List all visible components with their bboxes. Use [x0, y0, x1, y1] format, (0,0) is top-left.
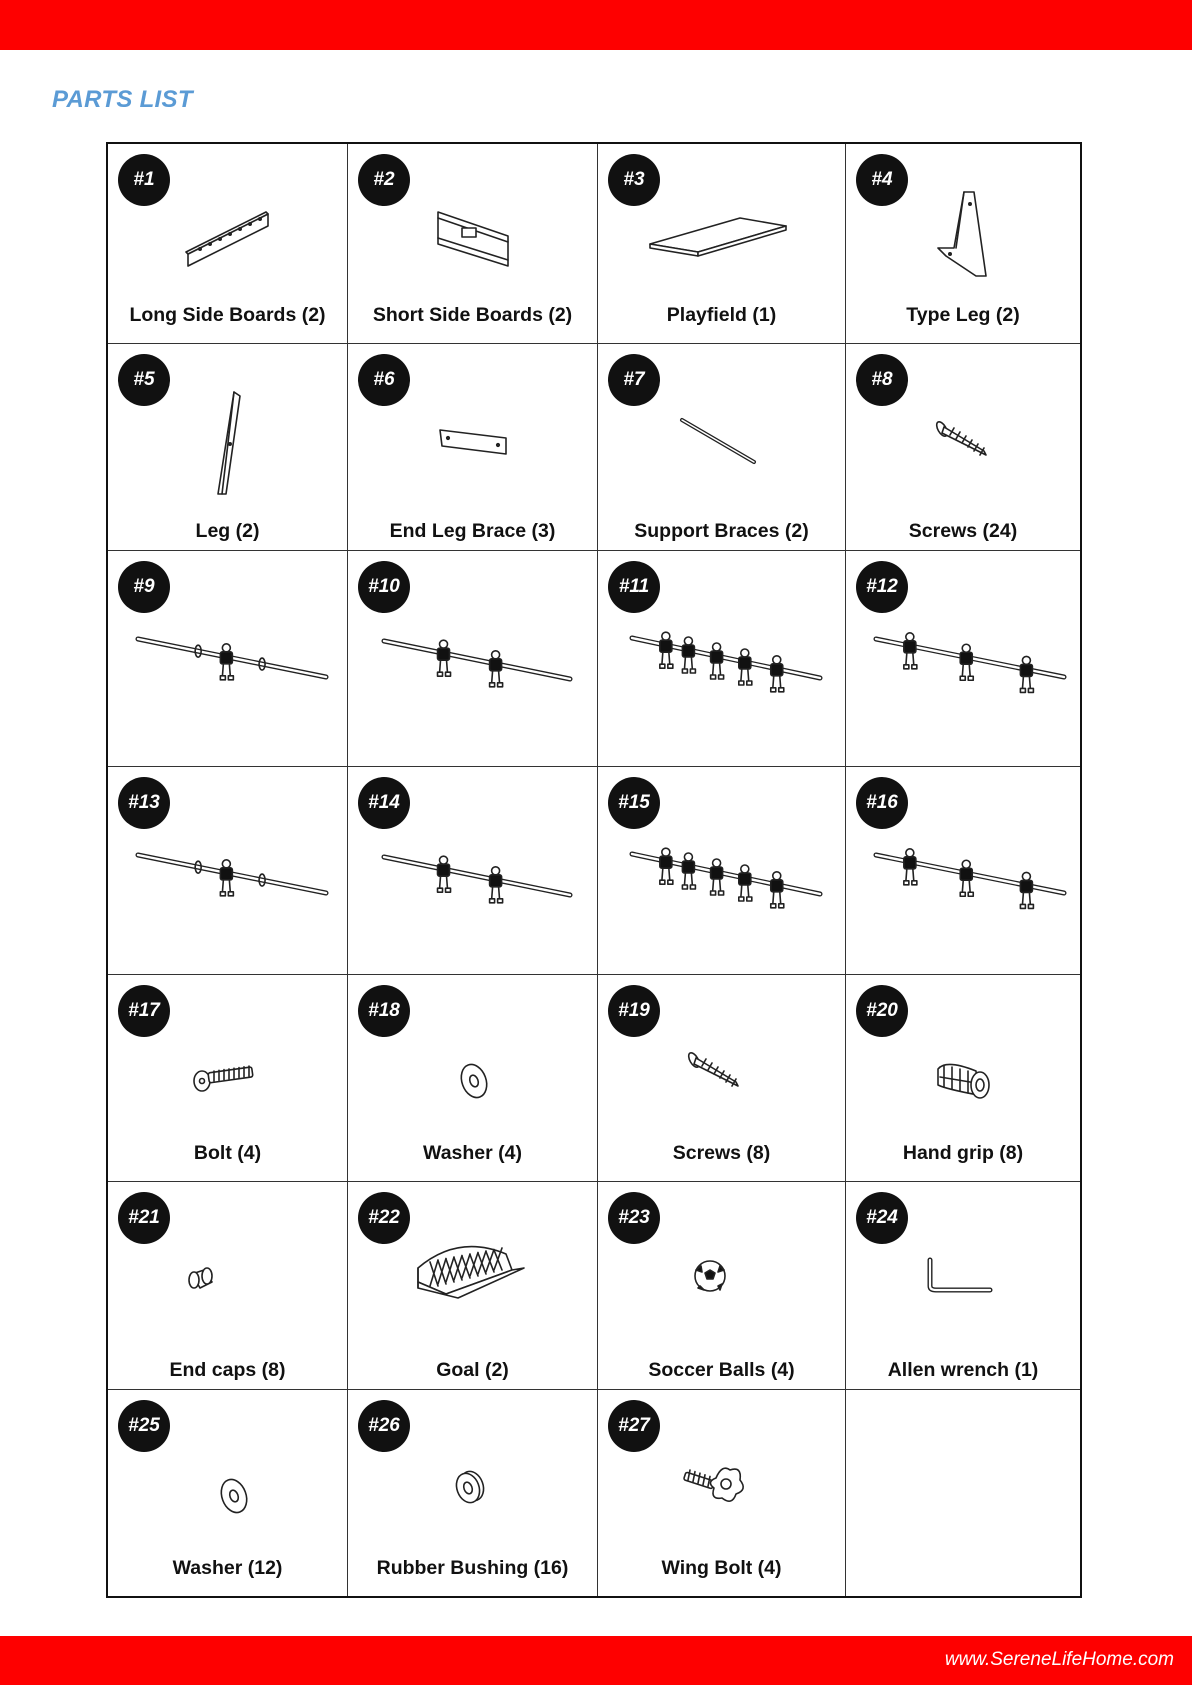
part-number-badge: #19 — [608, 985, 660, 1037]
part-label: Short Side Boards (2) — [372, 304, 573, 326]
part-label: End Leg Brace (3) — [389, 520, 556, 542]
part-label: Long Side Boards (2) — [129, 304, 326, 326]
part-cell — [598, 975, 846, 1182]
foosman-figure — [490, 651, 503, 687]
part-cell — [108, 1390, 348, 1596]
part-label: Screws (24) — [908, 520, 1018, 542]
foosman-figure — [660, 848, 673, 884]
part-label: Wing Bolt (4) — [661, 1557, 782, 1579]
part-cell — [846, 767, 1080, 975]
part-number-badge: #16 — [856, 777, 908, 829]
part-cell — [108, 551, 348, 767]
part-number-badge: #8 — [856, 354, 908, 406]
part-cell — [348, 344, 598, 551]
part-cell — [598, 551, 846, 767]
part-cell — [108, 975, 348, 1182]
part-number-badge: #5 — [118, 354, 170, 406]
foosman-figure — [739, 649, 752, 685]
part-label: Hand grip (8) — [902, 1142, 1024, 1164]
foosman-figure — [739, 865, 752, 901]
part-number-badge: #17 — [118, 985, 170, 1037]
part-number-badge: #18 — [358, 985, 410, 1037]
part-number-badge: #26 — [358, 1400, 410, 1452]
part-number-badge: #21 — [118, 1192, 170, 1244]
part-number-badge: #15 — [608, 777, 660, 829]
part-label: Screws (8) — [672, 1142, 771, 1164]
foosman-figure — [711, 643, 724, 679]
part-number-badge: #12 — [856, 561, 908, 613]
part-cell — [846, 344, 1080, 551]
part-number-badge: #4 — [856, 154, 908, 206]
empty-cell — [846, 1390, 1080, 1596]
part-cell — [598, 1390, 846, 1596]
part-cell — [598, 1182, 846, 1390]
part-number-badge: #3 — [608, 154, 660, 206]
foosman-figure — [711, 859, 724, 895]
foosman-figure — [904, 849, 917, 885]
part-number-badge: #11 — [608, 561, 660, 613]
top-red-bar — [0, 0, 1192, 50]
part-cell — [846, 551, 1080, 767]
part-label: Soccer Balls (4) — [648, 1359, 795, 1381]
part-cell — [348, 975, 598, 1182]
part-number-badge: #14 — [358, 777, 410, 829]
part-cell — [598, 344, 846, 551]
part-number-badge: #13 — [118, 777, 170, 829]
foosman-figure — [660, 632, 673, 668]
foosman-figure — [220, 644, 233, 680]
parts-grid — [106, 142, 1082, 1598]
part-number-badge: #2 — [358, 154, 410, 206]
part-number-badge: #9 — [118, 561, 170, 613]
part-number-badge: #7 — [608, 354, 660, 406]
part-label: End caps (8) — [169, 1359, 286, 1381]
part-number-badge: #23 — [608, 1192, 660, 1244]
part-label: Washer (4) — [423, 1142, 522, 1164]
foosman-figure — [682, 853, 695, 889]
part-label: Leg (2) — [195, 520, 260, 542]
part-cell — [846, 144, 1080, 344]
part-number-badge: #24 — [856, 1192, 908, 1244]
part-cell — [846, 1182, 1080, 1390]
part-label: Support Braces (2) — [634, 520, 809, 542]
part-number-badge: #22 — [358, 1192, 410, 1244]
part-number-badge: #25 — [118, 1400, 170, 1452]
part-number-badge: #20 — [856, 985, 908, 1037]
foosman-figure — [1020, 656, 1033, 692]
foosman-figure — [438, 640, 451, 676]
foosman-figure — [960, 644, 973, 680]
part-number-badge: #10 — [358, 561, 410, 613]
foosman-figure — [771, 872, 784, 908]
bottom-red-bar — [0, 1636, 1192, 1685]
part-cell — [108, 344, 348, 551]
foosman-figure — [960, 860, 973, 896]
part-label: Washer (12) — [172, 1557, 283, 1579]
part-label: Goal (2) — [436, 1359, 509, 1381]
part-label: Rubber Bushing (16) — [376, 1557, 569, 1579]
page-title: PARTS LIST — [52, 86, 193, 113]
part-cell — [108, 767, 348, 975]
part-label: Type Leg (2) — [906, 304, 1020, 326]
part-cell — [598, 144, 846, 344]
part-number-badge: #1 — [118, 154, 170, 206]
part-label: Bolt (4) — [193, 1142, 262, 1164]
part-cell — [598, 767, 846, 975]
part-cell — [348, 1390, 598, 1596]
foosman-figure — [438, 856, 451, 892]
part-number-badge: #27 — [608, 1400, 660, 1452]
foosman-figure — [904, 633, 917, 669]
foosman-figure — [1020, 872, 1033, 908]
footer-website-link[interactable]: www.SereneLifeHome.com — [944, 1649, 1174, 1670]
foosman-figure — [220, 860, 233, 896]
part-cell — [108, 1182, 348, 1390]
part-cell — [846, 975, 1080, 1182]
foosman-figure — [490, 867, 503, 903]
part-cell — [348, 144, 598, 344]
part-cell — [108, 144, 348, 344]
part-cell — [348, 1182, 598, 1390]
part-label: Playfield (1) — [666, 304, 777, 326]
part-label: Allen wrench (1) — [887, 1359, 1039, 1381]
part-number-badge: #6 — [358, 354, 410, 406]
part-cell — [348, 551, 598, 767]
part-cell — [348, 767, 598, 975]
foosman-figure — [682, 637, 695, 673]
foosman-figure — [771, 656, 784, 692]
